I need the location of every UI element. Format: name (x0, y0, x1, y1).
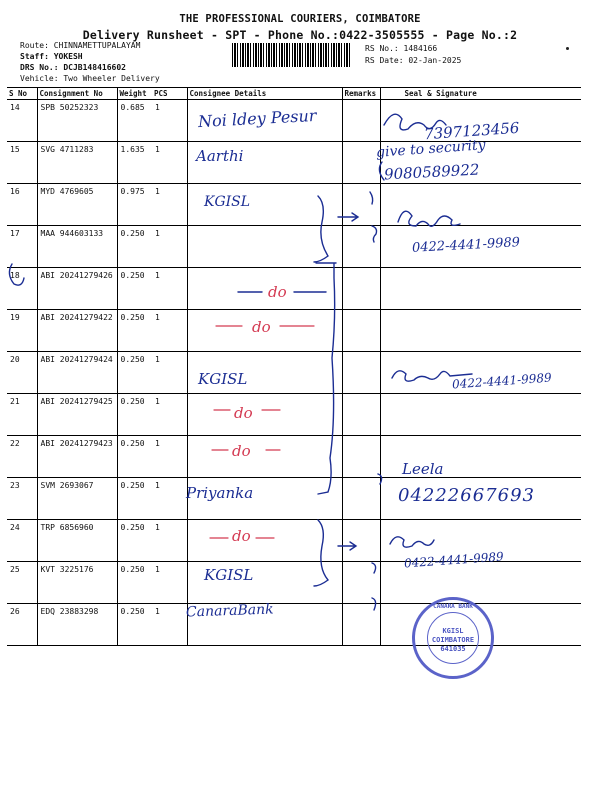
bank-seal-stamp (412, 597, 494, 679)
bracket-mark (316, 263, 336, 494)
handwritten-consignee-16: KGISL (204, 194, 251, 210)
row-pcs: 1 (152, 310, 187, 352)
row-weight: 0.250 (117, 226, 152, 268)
handwritten-phone-17: 0422-4441-9989 (411, 235, 521, 256)
row-sno: 18 (7, 268, 37, 310)
row-consignment: SVG 4711283 (37, 142, 117, 184)
signature-scribble (390, 537, 434, 547)
row-consignment: SVM 2693067 (37, 478, 117, 520)
handwritten-consignee-23: Priyanka (186, 484, 254, 502)
signature-scribble (392, 371, 472, 381)
row-weight: 0.250 (117, 478, 152, 520)
tick-mark (372, 226, 377, 242)
row-pcs: 1 (152, 100, 187, 142)
row-sno: 14 (7, 100, 37, 142)
tick-mark (378, 474, 382, 484)
ditto-mark-22: do (232, 442, 251, 460)
row-pcs: 1 (152, 562, 187, 604)
row-pcs: 1 (152, 436, 187, 478)
tick-mark (372, 598, 376, 610)
handwritten-phone-23: 04222667693 (398, 485, 535, 506)
handwritten-phone-25: 0422-4441-9989 (403, 549, 505, 571)
row-pcs: 1 (152, 142, 187, 184)
row-sno: 24 (7, 520, 37, 562)
row-weight: 1.635 (117, 142, 152, 184)
row-sno: 21 (7, 394, 37, 436)
ditto-mark-19: do (252, 318, 271, 336)
stamp-line-2: COIMBATORE (431, 636, 475, 644)
row-weight: 0.975 (117, 184, 152, 226)
handwritten-consignee-26: CanaraBank (185, 601, 274, 621)
tick-mark (372, 563, 376, 573)
row-pcs: 1 (152, 352, 187, 394)
row-weight: 0.250 (117, 604, 152, 646)
row-pcs: 1 (152, 226, 187, 268)
ditto-mark-24: do (232, 527, 251, 545)
row-sno: 15 (7, 142, 37, 184)
row-consignment: ABI 20241279426 (37, 268, 117, 310)
row-sno: 26 (7, 604, 37, 646)
row-consignment: MYD 4769605 (37, 184, 117, 226)
row-weight: 0.250 (117, 352, 152, 394)
handwritten-sig-23: Leela (402, 460, 444, 478)
row-sno: 20 (7, 352, 37, 394)
circle-mark (9, 264, 24, 285)
ditto-mark-18: do (268, 283, 287, 301)
row-pcs: 1 (152, 520, 187, 562)
row-consignment: ABI 20241279423 (37, 436, 117, 478)
bracket-mark (314, 196, 328, 262)
handwritten-phone-15: 9080589922 (383, 160, 480, 184)
tick-mark (370, 192, 373, 204)
signature-scribble (384, 114, 446, 130)
row-pcs: 1 (152, 184, 187, 226)
stamp-ring-text: CANARA BANK (433, 603, 473, 610)
col-pcs: PCS (152, 88, 187, 100)
row-sno: 17 (7, 226, 37, 268)
row-weight: 0.250 (117, 310, 152, 352)
row-consignment: ABI 20241279424 (37, 352, 117, 394)
signature-scribble (398, 211, 460, 226)
handwritten-consignee-15: Aarthi (196, 147, 244, 165)
rs-number: RS No.: 1484166 (365, 44, 438, 53)
rs-date: RS Date: 02-Jan-2025 (365, 56, 462, 65)
handwritten-phone-20: 0422-4441-9989 (451, 370, 553, 392)
col-weight: Weight (117, 88, 152, 100)
bracket-mark (379, 162, 384, 180)
row-consignment: EDQ 23883298 (37, 604, 117, 646)
vehicle-label: Vehicle: Two Wheeler Delivery (20, 74, 160, 83)
arrow-mark (338, 542, 356, 550)
route-label: Route: CHINNAMETTUPALAYAM (20, 41, 141, 50)
row-weight: 0.685 (117, 100, 152, 142)
company-title: THE PROFESSIONAL COURIERS, COIMBATORE (179, 13, 421, 25)
row-pcs: 1 (152, 394, 187, 436)
runsheet-subtitle: Delivery Runsheet - SPT - Phone No.:0422-3505555 - Page No.:2 (82, 28, 518, 42)
staff-label: Staff: YOKESH (20, 52, 83, 61)
arrow-mark (338, 213, 358, 221)
row-weight: 0.250 (117, 394, 152, 436)
row-sno: 25 (7, 562, 37, 604)
row-sno: 19 (7, 310, 37, 352)
row-weight: 0.250 (117, 562, 152, 604)
row-consignment: KVT 3225176 (37, 562, 117, 604)
row-consignment: SPB 50252323 (37, 100, 117, 142)
row-weight: 0.250 (117, 436, 152, 478)
ditto-mark-21: do (234, 404, 253, 422)
col-consignee: Consignee Details (187, 88, 342, 100)
handwritten-consignee-20: KGISL (198, 370, 248, 388)
row-pcs: 1 (152, 604, 187, 646)
row-weight: 0.250 (117, 520, 152, 562)
row-sno: 16 (7, 184, 37, 226)
handwritten-note-15: give to security (375, 137, 487, 161)
row-sno: 23 (7, 478, 37, 520)
col-remarks: Remarks (342, 88, 380, 100)
row-pcs: 1 (152, 268, 187, 310)
row-consignment: MAA 944603133 (37, 226, 117, 268)
row-sno: 22 (7, 436, 37, 478)
row-pcs: 1 (152, 478, 187, 520)
col-sno: S No (7, 88, 37, 100)
col-signature: Seal & Signature (380, 88, 581, 100)
stamp-line-1: KGISL (442, 627, 464, 635)
drs-number: DRS No.: DCJB148416602 (20, 63, 126, 72)
col-consignment: Consignment No (37, 88, 117, 100)
handwritten-consignee-14: Noi ldey Pesur (197, 105, 317, 132)
handwritten-consignee-25: KGISL (204, 566, 254, 584)
stamp-line-3: 641035 (440, 645, 466, 653)
row-consignment: ABI 20241279425 (37, 394, 117, 436)
row-weight: 0.250 (117, 268, 152, 310)
row-consignment: ABI 20241279422 (37, 310, 117, 352)
bracket-mark (314, 520, 328, 586)
handwritten-phone-14: 7397123456 (423, 118, 520, 144)
row-consignment: TRP 6856960 (37, 520, 117, 562)
